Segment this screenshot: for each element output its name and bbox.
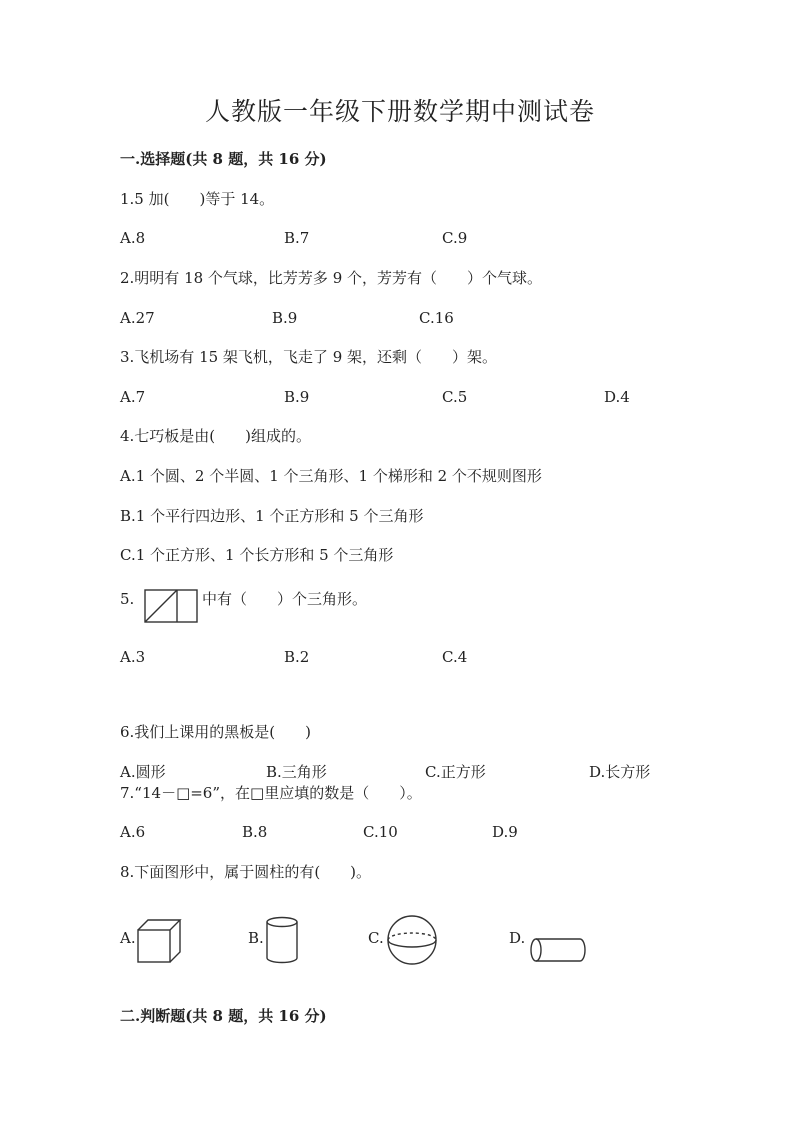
- question-1: 1.5 加( )等于 14。: [120, 190, 275, 208]
- q1-option-a: A.8: [120, 229, 146, 247]
- q2-option-a: A.27: [120, 309, 155, 327]
- cube-icon: [136, 918, 184, 964]
- question-6: 6.我们上课用的黑板是( ): [120, 723, 312, 741]
- q7-option-b: B.8: [242, 823, 268, 841]
- question-7: 7.“14－□=6”，在□里应填的数是（ ）。: [120, 784, 422, 802]
- q2-option-c: C.16: [419, 309, 454, 327]
- q6-option-c: C.正方形: [425, 763, 486, 781]
- q6-option-a: A.圆形: [120, 763, 166, 781]
- question-2: 2.明明有 18 个气球，比芳芳多 9 个，芳芳有（ ）个气球。: [120, 269, 543, 287]
- q3-option-b: B.9: [284, 388, 310, 406]
- q5-option-a: A.3: [120, 648, 146, 666]
- q4-option-a: A.1 个圆、2 个半圆、1 个三角形、1 个梯形和 2 个不规则图形: [120, 467, 542, 485]
- question-5-number: 5.: [120, 590, 135, 608]
- q3-option-d: D.4: [604, 388, 630, 406]
- question-5: 中有（ ）个三角形。: [202, 590, 368, 608]
- cylinder-icon: [264, 916, 300, 964]
- q5-option-b: B.2: [284, 648, 310, 666]
- lying-cylinder-icon: [528, 936, 586, 964]
- sphere-icon: [386, 914, 438, 966]
- question-4: 4.七巧板是由( )组成的。: [120, 427, 312, 445]
- q1-option-c: C.9: [442, 229, 468, 247]
- q7-option-c: C.10: [363, 823, 398, 841]
- triangle-figure-icon: [143, 588, 199, 624]
- section-heading-choice: 一.选择题(共 8 题，共 16 分): [120, 150, 327, 168]
- q6-option-d: D.长方形: [589, 763, 651, 781]
- q3-option-c: C.5: [442, 388, 468, 406]
- section-heading-judgement: 二.判断题(共 8 题，共 16 分): [120, 1007, 327, 1025]
- q3-option-a: A.7: [120, 388, 146, 406]
- question-8: 8.下面图形中，属于圆柱的有( )。: [120, 863, 372, 881]
- q1-option-b: B.7: [284, 229, 310, 247]
- q5-option-c: C.4: [442, 648, 468, 666]
- question-3: 3.飞机场有 15 架飞机，飞走了 9 架，还剩（ ）架。: [120, 348, 498, 366]
- q6-option-b: B.三角形: [266, 763, 327, 781]
- q8-option-a: A.: [120, 929, 136, 947]
- q7-option-a: A.6: [120, 823, 146, 841]
- q8-option-c: C.: [368, 929, 384, 947]
- q8-option-d: D.: [509, 929, 526, 947]
- q4-option-b: B.1 个平行四边形、1 个正方形和 5 个三角形: [120, 507, 424, 525]
- q2-option-b: B.9: [272, 309, 298, 327]
- q8-option-b: B.: [248, 929, 264, 947]
- q4-option-c: C.1 个正方形、1 个长方形和 5 个三角形: [120, 546, 394, 564]
- q7-option-d: D.9: [492, 823, 518, 841]
- page-title: 人教版一年级下册数学期中测试卷: [204, 97, 595, 126]
